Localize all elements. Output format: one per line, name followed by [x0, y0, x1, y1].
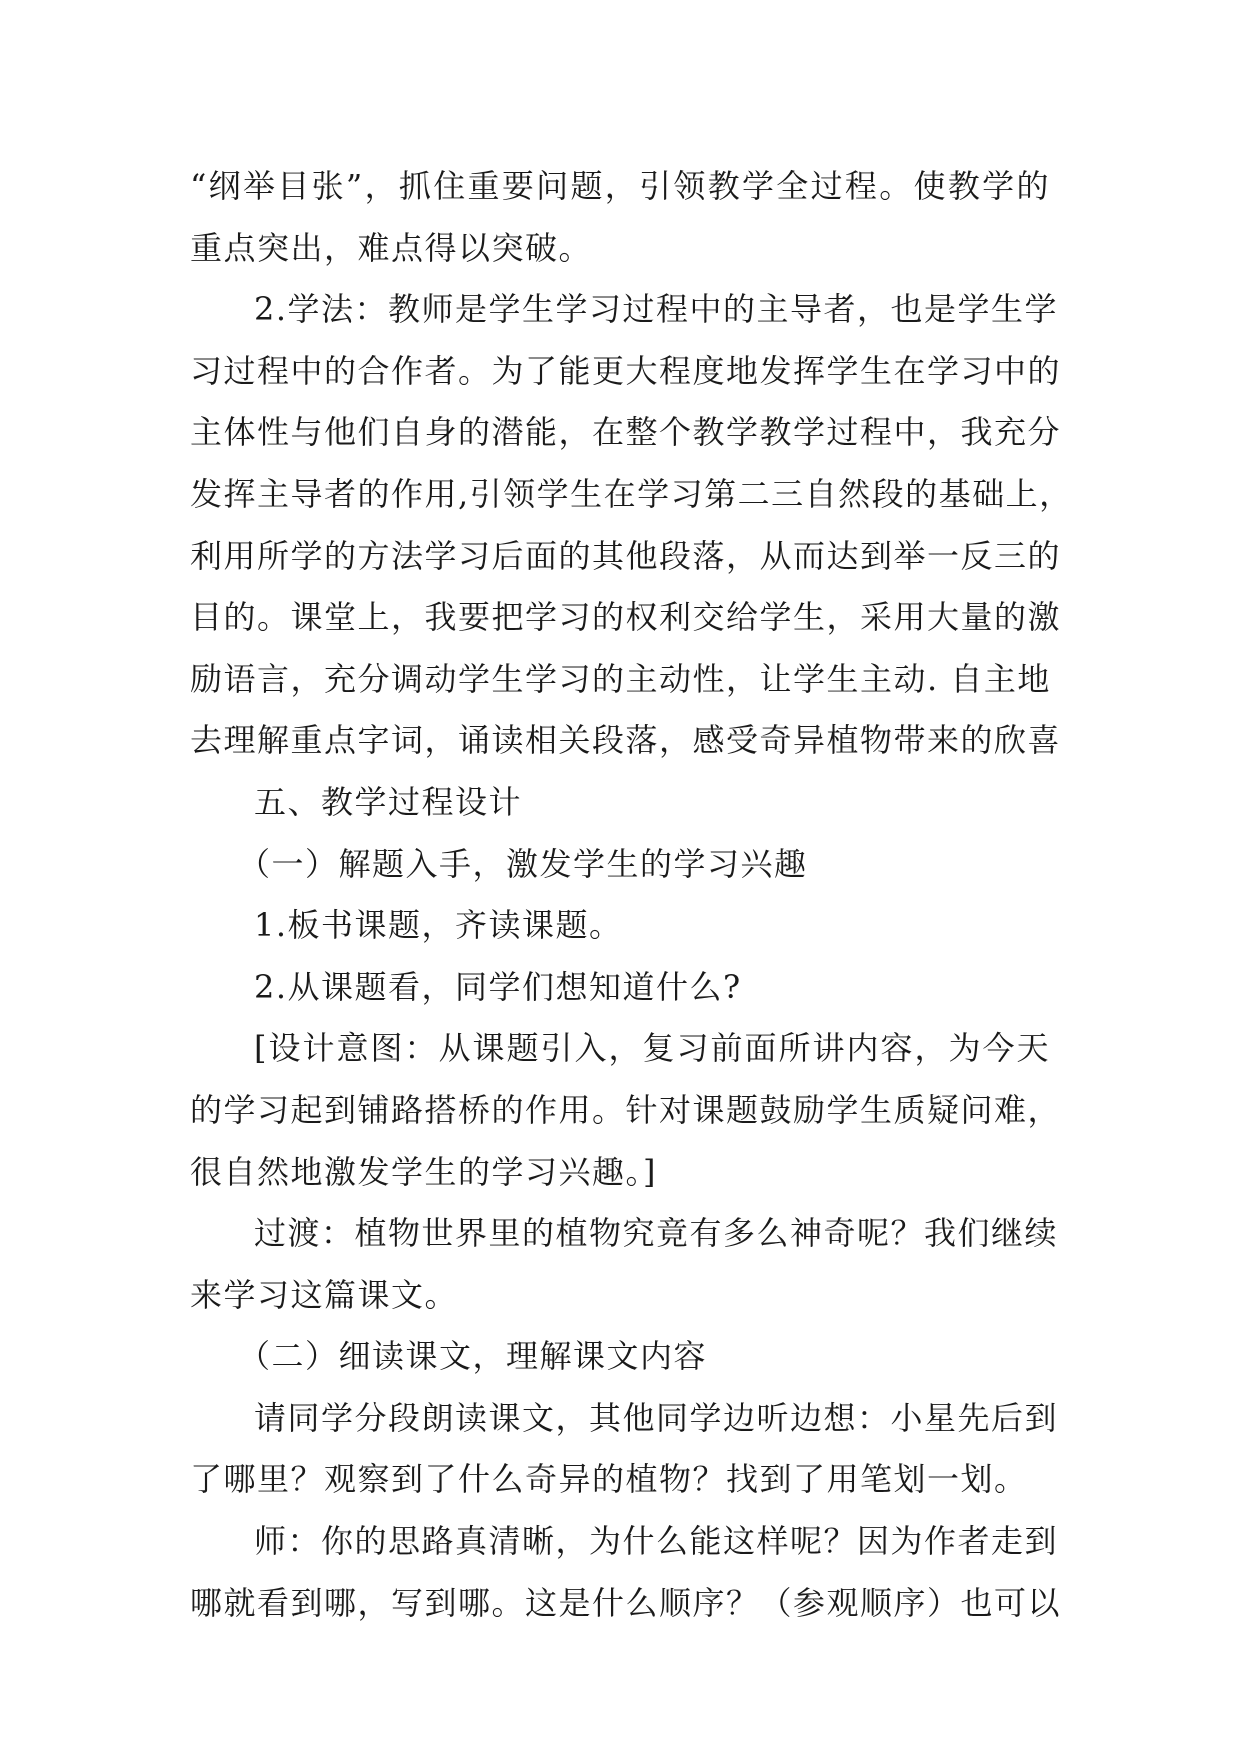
text-line-24: 哪就看到哪，写到哪。这是什么顺序？（参观顺序）也可以 [190, 1583, 1062, 1622]
text-line-19: 来学习这篇课文。 [190, 1275, 459, 1314]
text-line-15: [设计意图：从课题引入，复习前面所讲内容，为今天 [254, 1029, 1050, 1068]
text-line-9: 励语言，充分调动学生学习的主动性，让学生主动. 自主地 [190, 659, 1051, 698]
text-line-18: 过渡：植物世界里的植物究竟有多么神奇呢？我们继续 [254, 1214, 1059, 1253]
text-line-5: 主体性与他们自身的潜能，在整个教学教学过程中，我充分 [190, 413, 1062, 452]
text-line-13: 1.板书课题，齐读课题。 [254, 906, 623, 945]
document-body [190, 156, 1073, 1634]
text-line-1: “纲举目张”，抓住重要问题，引领教学全过程。使教学的 [190, 167, 1050, 205]
text-line-10: 去理解重点字词，诵读相关段落，感受奇异植物带来的欣喜 [190, 721, 1062, 760]
text-line-14: 2.从课题看，同学们想知道什么? [254, 967, 742, 1006]
text-line-17: 很自然地激发学生的学习兴趣。] [190, 1152, 657, 1191]
text-line-16: 的学习起到铺路搭桥的作用。针对课题鼓励学生质疑问难， [190, 1090, 1062, 1129]
text-line-3: 2.学法：教师是学生学习过程中的主导者，也是学生学 [254, 290, 1059, 329]
text-line-2: 重点突出，难点得以突破。 [190, 228, 593, 267]
subsection-heading-1: （一）解题入手，激发学生的学习兴趣 [238, 844, 808, 883]
subsection-heading-2: （二）细读课文，理解课文内容 [238, 1337, 708, 1376]
text-line-8: 目的。课堂上，我要把学习的权利交给学生，采用大量的激 [190, 598, 1062, 637]
text-line-4: 习过程中的合作者。为了能更大程度地发挥学生在学习中的 [190, 351, 1062, 390]
text-line-23: 师：你的思路真清晰，为什么能这样呢？因为作者走到 [254, 1522, 1059, 1561]
text-line-22: 了哪里？观察到了什么奇异的植物？找到了用笔划一划。 [190, 1460, 1028, 1499]
text-line-6: 发挥主导者的作用,引领学生在学习第二三自然段的基础上， [190, 474, 1073, 513]
text-line-7: 利用所学的方法学习后面的其他段落，从而达到举一反三的 [190, 536, 1062, 575]
section-heading: 五、教学过程设计 [254, 782, 523, 821]
text-line-21: 请同学分段朗读课文，其他同学边听边想：小星先后到 [254, 1398, 1059, 1437]
